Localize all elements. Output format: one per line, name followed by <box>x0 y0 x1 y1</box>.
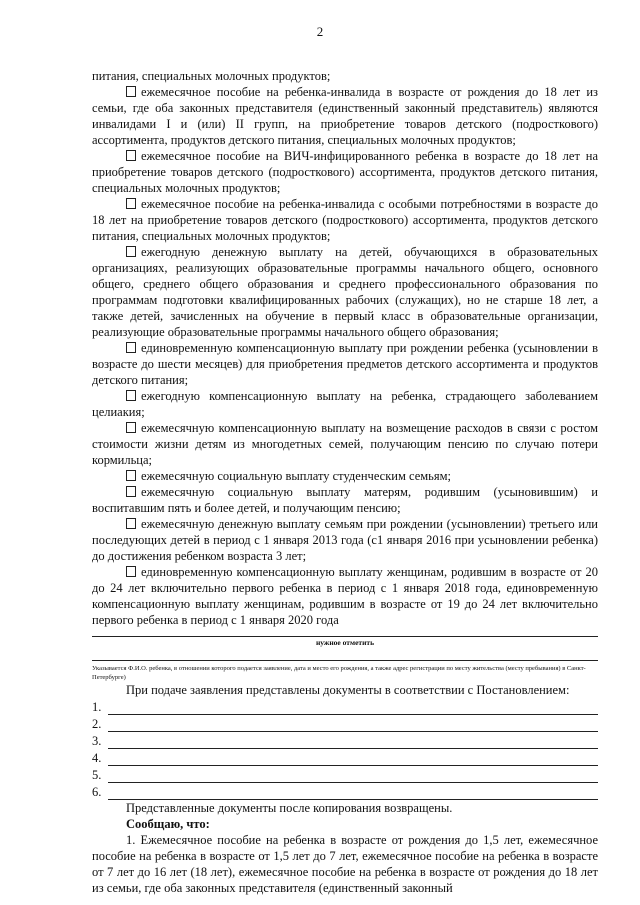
page-number: 2 <box>316 24 324 39</box>
document-row <box>92 732 598 749</box>
document-input-line[interactable] <box>108 719 598 732</box>
benefit-item-text: ежемесячное пособие на ВИЧ-инфицированного ребенка в возрасте до 18 лет на приобретение товаров детского (подросткового) ассортимента, продуктов детского питания, специальных молочных продуктов; <box>92 149 598 195</box>
document-input-line[interactable] <box>108 753 598 766</box>
benefit-checkbox[interactable] <box>126 566 136 577</box>
benefit-item-mothers-five-children <box>92 484 598 516</box>
document-row <box>92 698 598 715</box>
benefit-checkbox[interactable] <box>126 86 136 97</box>
inform-item-1: 1. Ежемесячное пособие на ребенка в возрасте от рождения до 1,5 лет, ежемесячное пособие на ребенка в возрасте от 1,5 лет до 7 лет, ежемесячное пособие на ребенка в возрасте от 7 лет до 16 лет (18 лет), ежемесячное пособие на ребенка в возрасте от рождения до 18 лет из семьи, где оба законных представителя (единственный законный <box>92 833 598 895</box>
benefit-item-student-families <box>92 468 598 484</box>
document-row <box>92 766 598 783</box>
benefit-item-birth-lump-sum <box>92 340 598 388</box>
documents-title: При подаче заявления представлены документы в соответствии с Постановлением: <box>126 683 570 697</box>
benefit-item-text: ежегодную компенсационную выплату на ребенка, страдающего заболеванием целиакия; <box>92 389 598 419</box>
child-details-field[interactable] <box>92 660 598 661</box>
child-details-footnote: Указывается Ф.И.О. ребенка, в отношении которого подается заявление, дата и место его рождения, а также адрес регистрации по месту жительства (месту пребывания) в Санкт-Петербурге) <box>92 665 586 681</box>
document-number: 5. <box>92 768 102 782</box>
benefit-item-third-child <box>92 516 598 564</box>
document-number: 2. <box>92 717 102 731</box>
document-input-line[interactable] <box>108 770 598 783</box>
benefit-checkbox[interactable] <box>126 422 136 433</box>
benefit-checkbox[interactable] <box>126 150 136 161</box>
benefit-item-text: ежемесячную компенсационную выплату на возмещение расходов в связи с ростом стоимости жизни детям из многодетных семей, получающим пенсию по случаю потери кормильца; <box>92 421 598 467</box>
benefit-item-young-mothers <box>92 564 598 628</box>
document-input-line[interactable] <box>108 736 598 749</box>
document-input-line[interactable] <box>108 702 598 715</box>
benefit-checkbox[interactable] <box>126 342 136 353</box>
benefit-checkbox[interactable] <box>126 470 136 481</box>
benefit-item-annual-students <box>92 244 598 340</box>
benefit-item-hiv-child <box>92 148 598 196</box>
document-number: 6. <box>92 785 102 799</box>
benefit-checkbox[interactable] <box>126 486 136 497</box>
document-row <box>92 715 598 732</box>
document-row <box>92 783 598 800</box>
benefit-item-text: единовременную компенсационную выплату при рождении ребенка (усыновлении в возрасте до шести месяцев) для приобретения предметов детского ассортимента и продуктов детского питания; <box>92 341 598 387</box>
select-caption: нужное отметить <box>315 638 375 647</box>
benefit-item-celiac <box>92 388 598 420</box>
inform-heading: Сообщаю, что: <box>126 817 210 831</box>
benefit-item-text: ежемесячную социальную выплату студенческим семьям; <box>141 469 452 483</box>
benefit-item-text: ежегодную денежную выплату на детей, обучающихся в образовательных организациях, реализующих образовательные программы начального общего, основного общего, среднего общего образования и среднего профессионального образования по программам подготовки квалифицированных рабочих (служащих), но не старше 18 лет, а также детей, зачисленных на обучение в первый класс в образовательные организации, реализующие образовательные программы начального общего образования; <box>92 245 598 339</box>
benefit-item-text: ежемесячное пособие на ребенка-инвалида в возрасте от рождения до 18 лет из семьи, где оба законных представителя (единственный законный представитель) являются инвалидами I и (или) II групп, на приобретение товаров детского (подросткового) ассортимента, продуктов детского питания, специальных молочных продуктов; <box>92 85 598 147</box>
benefit-item-text: ежемесячное пособие на ребенка-инвалида с особыми потребностями в возрасте до 18 лет на приобретение товаров детского (подросткового) ассортимента, продуктов детского питания, специальных молочных продуктов; <box>92 197 598 243</box>
benefit-item-text: единовременную компенсационную выплату женщинам, родившим в возрасте от 20 до 24 лет включительно первого ребенка в период с 1 января 2018 года, единовременную компенсационную выплату женщинам, родившим в возрасте от 19 до 24 лет включительно первого ребенка в период с 1 января 2020 года <box>92 565 598 627</box>
document-input-line[interactable] <box>108 787 598 800</box>
application-form-page <box>92 68 598 896</box>
benefit-checkbox[interactable] <box>126 198 136 209</box>
documents-returned-note: Представленные документы после копирования возвращены. <box>126 801 453 815</box>
benefit-item-text: ежемесячную денежную выплату семьям при рождении (усыновлении) третьего или последующих детей в период с 1 января 2013 года (с1 января 2016 при усыновлении ребенка) до достижения ребенком возраста 3 лет; <box>92 517 598 563</box>
document-number: 1. <box>92 700 102 714</box>
benefit-checkbox[interactable] <box>126 246 136 257</box>
benefit-item-large-families-survivor <box>92 420 598 468</box>
selected-benefit-field[interactable] <box>92 636 598 637</box>
benefit-item-special-needs-child <box>92 196 598 244</box>
benefit-checkbox[interactable] <box>126 390 136 401</box>
documents-list <box>92 698 598 800</box>
document-number: 3. <box>92 734 102 748</box>
document-row <box>92 749 598 766</box>
benefit-item-disabled-child-disabled-parents <box>92 84 598 148</box>
benefit-item-continuation: питания, специальных молочных продуктов; <box>92 69 331 83</box>
benefit-item-text: ежемесячную социальную выплату матерям, родившим (усыновившим) и воспитавшим пять и более детей, и получающим пенсию; <box>92 485 598 515</box>
document-number: 4. <box>92 751 102 765</box>
benefit-checkbox[interactable] <box>126 518 136 529</box>
